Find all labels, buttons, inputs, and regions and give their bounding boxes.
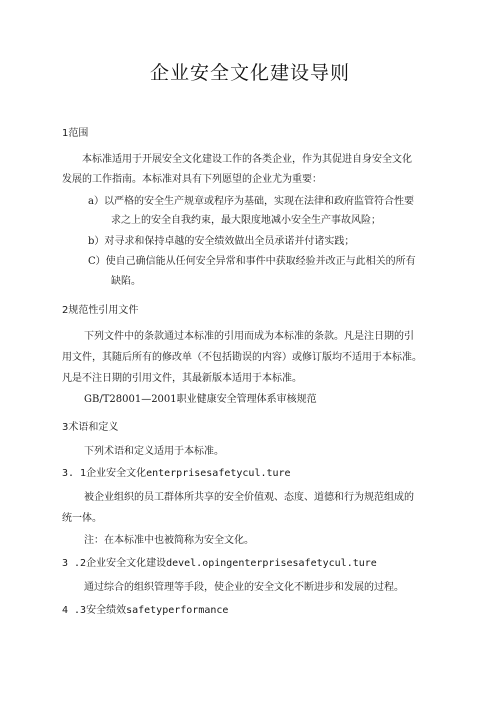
list-item-c-line-2: 缺陷。 xyxy=(111,276,141,287)
list-item-a-line-2: 求之上的安全自我约束，最大限度地减小安全生产事故风险； xyxy=(111,215,381,226)
list-item-b: b）对寻求和保持卓越的安全绩效做出全员承诺并付诸实践； xyxy=(88,236,355,247)
list-item-c-line-1: C）使自己确信能从任何安全异常和事件中获取经验并改正与此相关的所有 xyxy=(88,256,416,267)
section-1-paragraph-line-1: 本标准适用于开展安全文化建设工作的各类企业，作为其促进自身安全文化 xyxy=(82,154,412,165)
section-2-heading: 2规范性引用文件 xyxy=(62,305,139,316)
section-2-paragraph-line-3: 凡是不注日期的引用文件，其最新版本适用于本标准。 xyxy=(62,373,302,384)
section-3-1-definition-line-2: 统一体。 xyxy=(62,513,102,524)
section-3-1-definition-line-1: 被企业组织的员工群体所共享的安全价值观、态度、道德和行为规范组成的 xyxy=(84,492,414,503)
section-3-1-note: 注：在本标准中也被简称为安全文化。 xyxy=(84,535,254,546)
document-title: 企业安全文化建设导则 xyxy=(149,62,350,84)
section-2-paragraph-line-1: 下列文件中的条款通过本标准的引用而成为本标准的条款。凡是注日期的引 xyxy=(84,331,414,342)
section-3-2-heading: 3 .2企业安全文化建设devel.opingenterprisesafetycul.ture xyxy=(62,558,377,569)
section-3-1-heading: 3. 1企业安全文化enterprisesafetycul.ture xyxy=(62,468,291,479)
list-item-a-line-1: a）以严格的安全生产规章或程序为基础，实现在法律和政府监管符合性要 xyxy=(88,196,414,207)
section-2-paragraph-line-2: 用文件，其随后所有的修改单（不包括勘误的内容）或修订版均不适用于本标准。 xyxy=(62,352,422,363)
reference-standard: GB/T28001—2001职业健康安全管理体系审核规范 xyxy=(84,394,317,405)
section-3-heading: 3术语和定义 xyxy=(62,422,119,433)
section-1-heading: 1范围 xyxy=(62,128,89,139)
section-3-2-definition: 通过综合的组织管理等手段，使企业的安全文化不断进步和发展的过程。 xyxy=(84,582,404,593)
section-1-paragraph-line-2: 发展的工作指南。本标准对具有下列愿望的企业尤为重要： xyxy=(62,174,322,185)
section-4-3-heading: 4 .3安全绩效safetyperformance xyxy=(62,605,229,616)
section-3-intro: 下列术语和定义适用于本标准。 xyxy=(84,446,224,457)
